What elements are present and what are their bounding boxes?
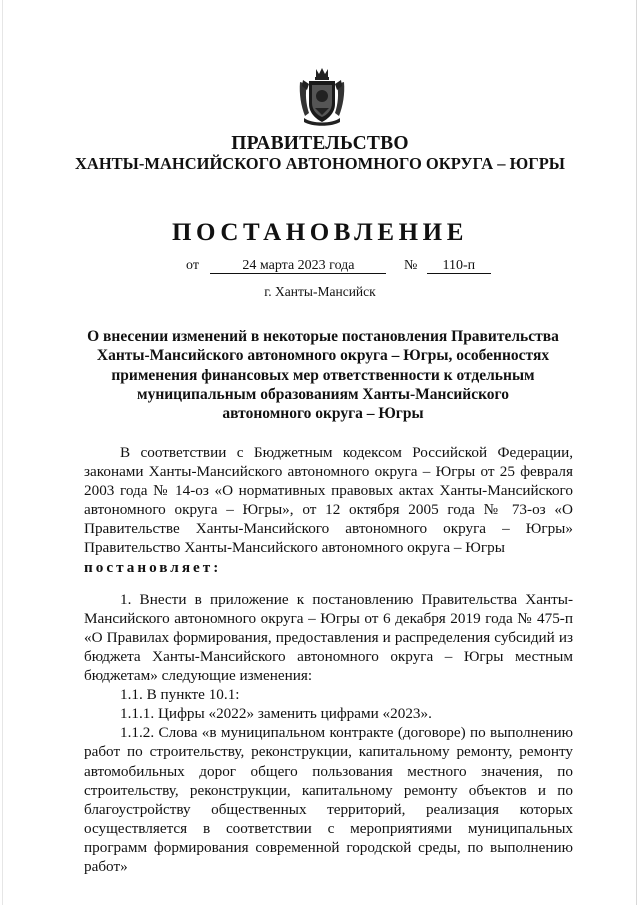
preamble-paragraph: В соответствии с Бюджетным кодексом Российской Федерации, законами Ханты-Мансийского автономного округа – Югры от 25 февраля 2003 года № 14-оз «О нормативных правовых актах Ханты-Мансийского автономного округа – Югры», от 12 октября 2005 года № 73-оз «О Правительстве Ханты-Мансийского автономного округа – Югры» Правительство Ханты-Мансийского автономного округа – Югры bbox=[84, 444, 573, 557]
item-paragraph: 1. Внести в приложение к постановлению Правительства Ханты-Мансийского автономного округа – Югры от 6 декабря 2019 года № 475-п «О Правилах формирования, предоставления и распределения субсидий из бюджета Ханты-Мансийского автономного округа – Югры местным бюджетам» следующие изменения: bbox=[84, 590, 573, 685]
document-type-heading: ПОСТАНОВЛЕНИЕ bbox=[171, 219, 469, 246]
title-line: муниципальным образованиям Ханты-Мансийского bbox=[137, 385, 509, 403]
number-sign: № bbox=[403, 258, 418, 273]
coat-of-arms-icon bbox=[297, 66, 347, 128]
region-name: ХАНТЫ-МАНСИЙСКОГО АВТОНОМНОГО ОКРУГА – ЮГРЫ bbox=[75, 154, 565, 173]
title-line: применения финансовых мер ответственности к отдельным bbox=[111, 366, 535, 384]
document-number: 110-п bbox=[427, 258, 491, 274]
document-date: 24 марта 2023 года bbox=[210, 258, 386, 274]
resolves-word: постановляет: bbox=[84, 558, 222, 576]
document-title bbox=[84, 327, 562, 423]
item-paragraph: 1.1.1. Цифры «2022» заменить цифрами «2023». bbox=[120, 705, 432, 723]
title-line: О внесении изменений в некоторые постановления Правительства bbox=[87, 328, 559, 345]
date-number-line bbox=[186, 258, 491, 274]
title-line: автономного округа – Югры bbox=[222, 405, 424, 423]
city-line: г. Ханты-Мансийск bbox=[264, 284, 376, 299]
government-name: ПРАВИТЕЛЬСТВО bbox=[231, 133, 409, 154]
date-prefix: от bbox=[186, 258, 199, 273]
item-paragraph: 1.1.2. Слова «в муниципальном контракте (договоре) по выполнению работ по строительству, реконструкции, капитальному ремонту, ремонту автомобильных дорог общего пользования местного значения, по строительству, реконструкции, капитальному ремонту объектов и по благоустройству общественных территорий, реализация которых осуществляется в соответствии с мероприятиями муниципальных программ формирования современной городской среды, по выполнению работ» bbox=[84, 724, 573, 875]
title-line: Ханты-Мансийского автономного округа – Югры, особенностях bbox=[96, 347, 550, 365]
paragraph-gap bbox=[84, 577, 573, 590]
item-paragraph: 1.1. В пункте 10.1: bbox=[120, 686, 240, 704]
document-body bbox=[84, 443, 573, 876]
